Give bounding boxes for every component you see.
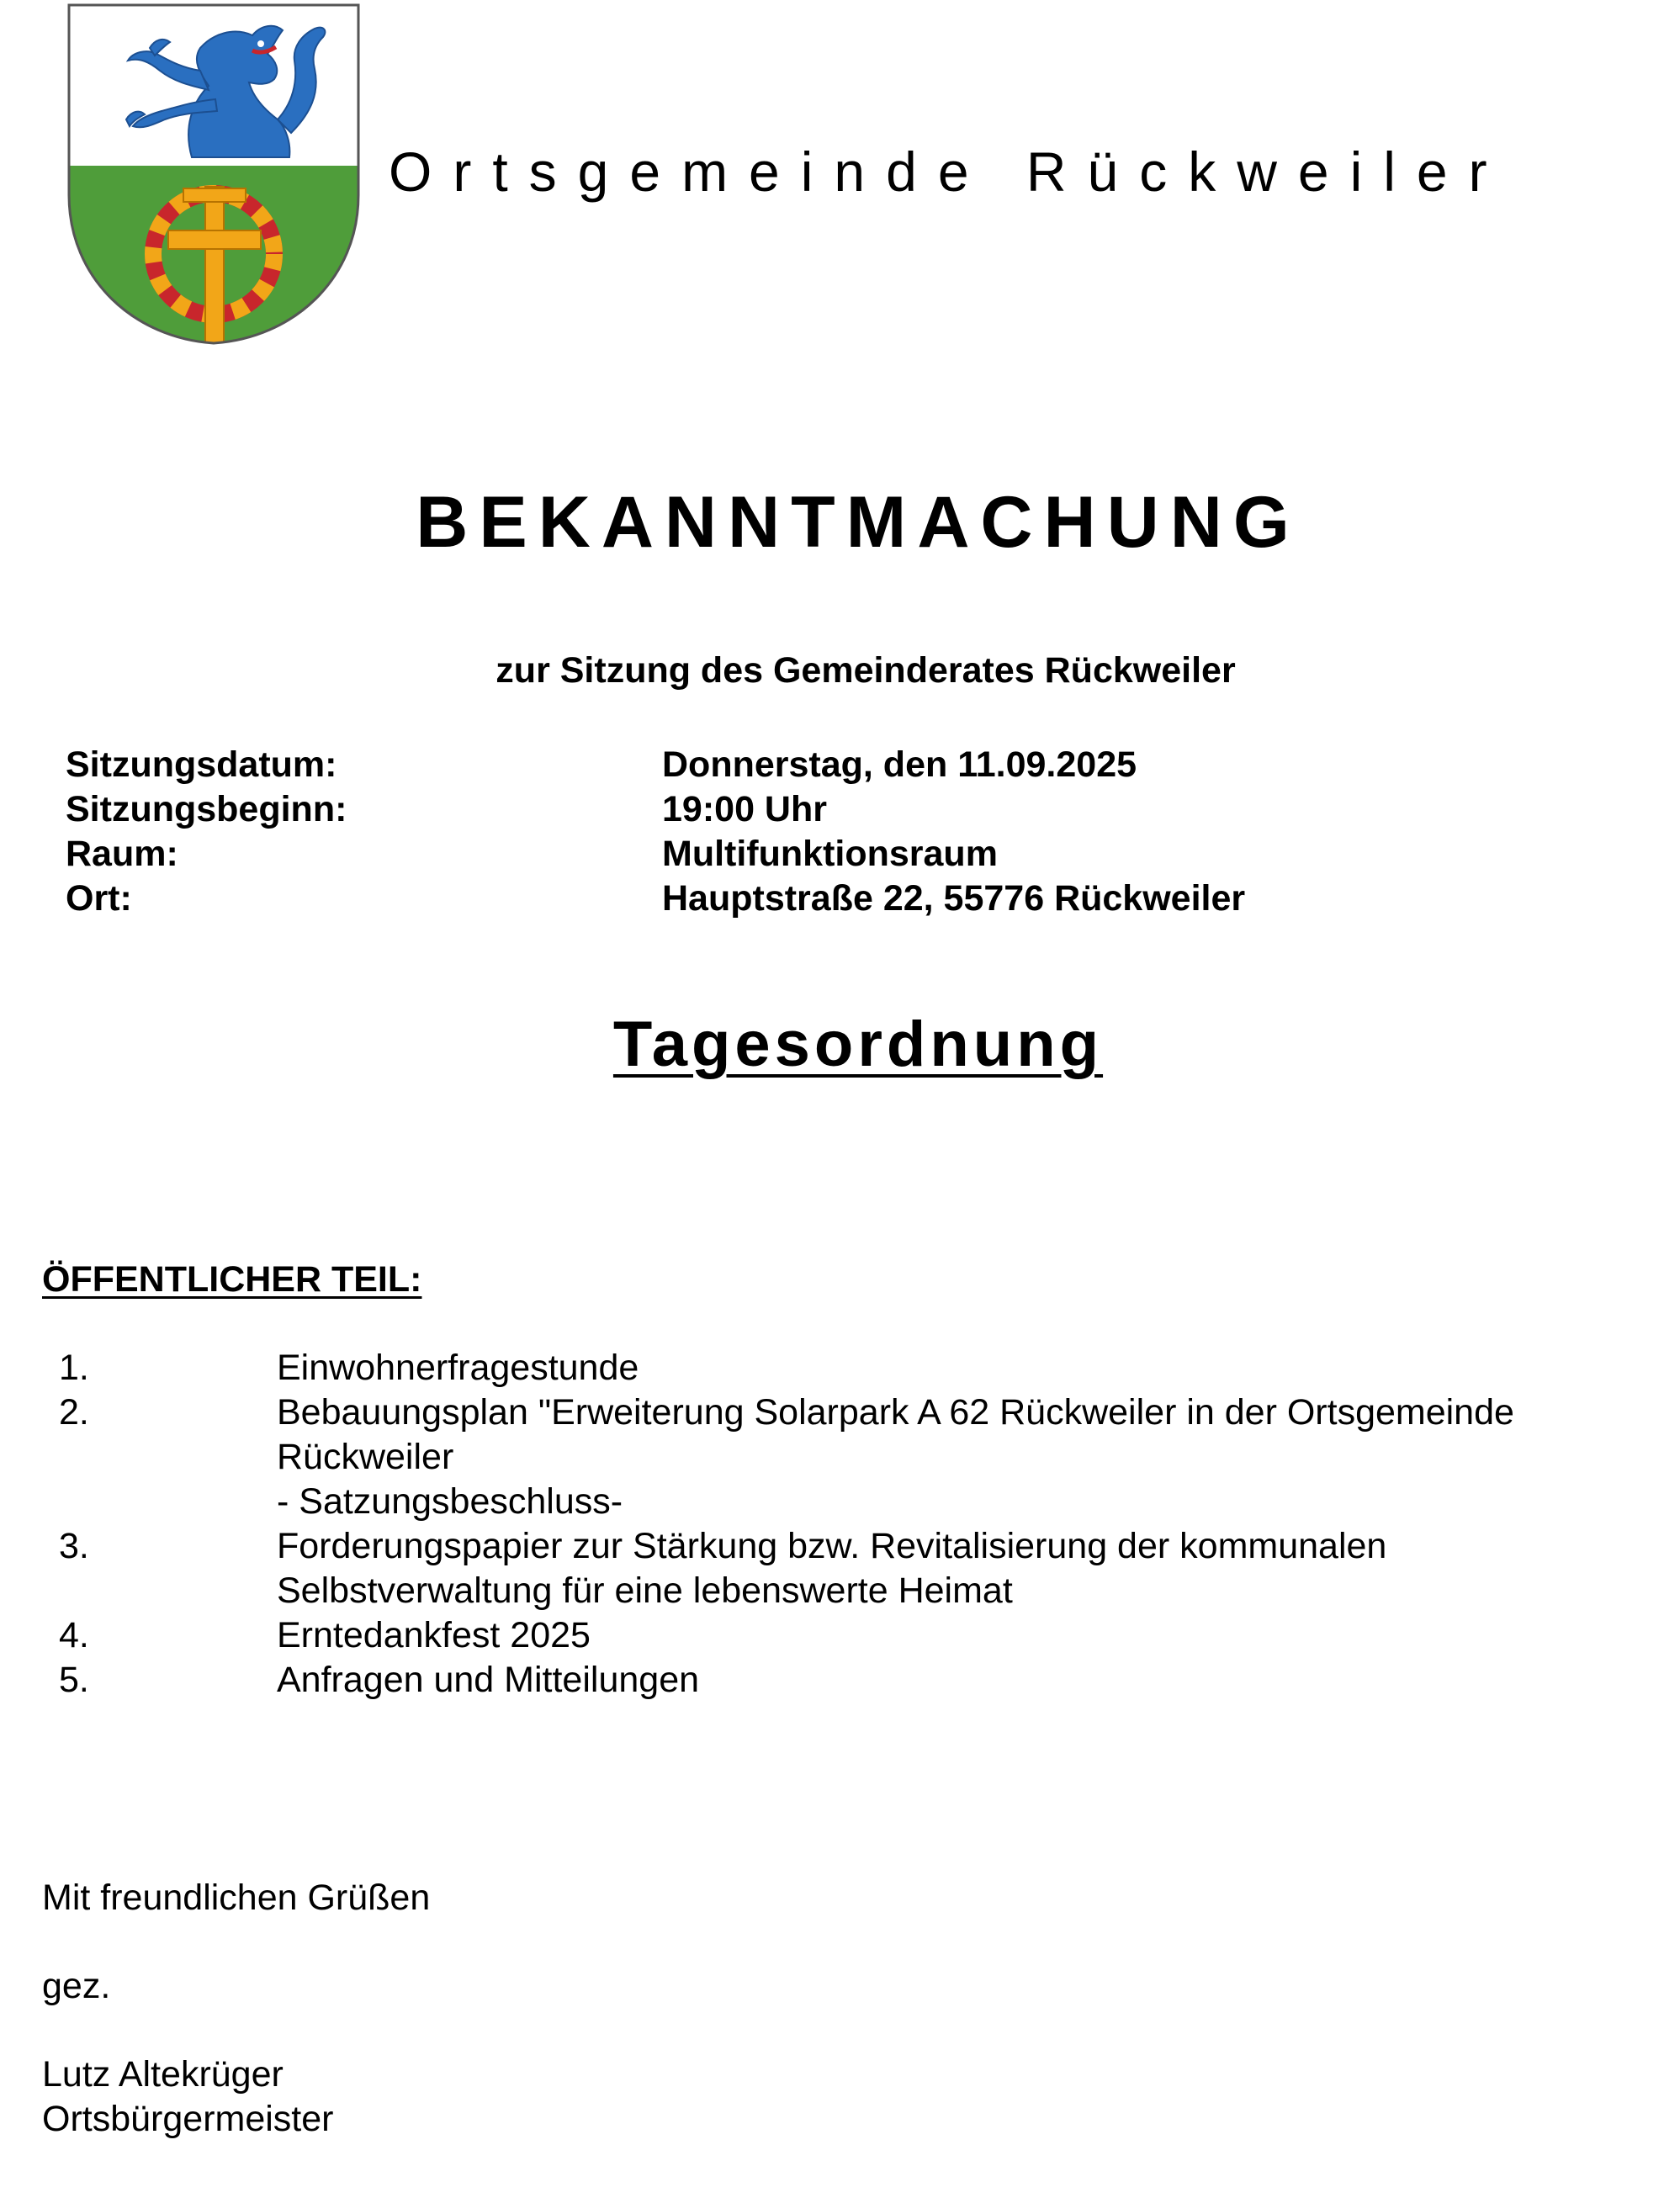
agenda-list [0, 1346, 1680, 1703]
document-subtitle: zur Sitzung des Gemeinderates Rückweiler [496, 650, 1236, 691]
agenda-item [0, 1524, 1680, 1613]
agenda-item-text: Erntedankfest 2025 [277, 1615, 591, 1655]
agenda-item-text: - Satzungsbeschluss- [277, 1481, 623, 1522]
agenda-item [0, 1613, 1680, 1658]
meeting-info-value: 19:00 Uhr [662, 789, 827, 829]
agenda-item-number: 2. [59, 1392, 89, 1433]
agenda-item-text: Selbstverwaltung für eine lebenswerte Heimat [277, 1570, 1013, 1611]
agenda-item-number: 4. [59, 1615, 89, 1655]
agenda-item-text: Forderungspapier zur Stärkung bzw. Revitalisierung der kommunalen [277, 1526, 1387, 1566]
agenda-item [0, 1390, 1680, 1524]
agenda-item-number: 1. [59, 1348, 89, 1388]
signatory-name: Lutz Altekrüger [42, 2054, 284, 2095]
meeting-info-label: Raum: [66, 834, 178, 874]
closing-signed: gez. [42, 1966, 111, 2006]
meeting-info-label: Sitzungsdatum: [66, 744, 337, 785]
agenda-item [0, 1658, 1680, 1703]
meeting-info-value: Multifunktionsraum [662, 834, 998, 874]
agenda-item-number: 3. [59, 1526, 89, 1566]
coat-of-arms [66, 2, 362, 347]
meeting-info-label: Sitzungsbeginn: [66, 789, 347, 829]
municipality-name: Ortsgemeinde Rückweiler [389, 140, 1508, 203]
agenda-item-text: Einwohnerfragestunde [277, 1348, 639, 1388]
agenda-item-text: Anfragen und Mitteilungen [277, 1660, 700, 1700]
section-heading-public: ÖFFENTLICHER TEIL: [42, 1259, 422, 1300]
signatory-role: Ortsbürgermeister [42, 2099, 334, 2139]
agenda-item-text: Bebauungsplan "Erweiterung Solarpark A 62 Rückweiler in der Ortsgemeinde [277, 1392, 1514, 1433]
agenda-heading [0, 1008, 1680, 1081]
agenda-heading-text: Tagesordnung [612, 1009, 1104, 1080]
agenda-item-number: 5. [59, 1660, 89, 1700]
agenda-item [0, 1346, 1680, 1390]
document-title: BEKANNTMACHUNG [416, 482, 1301, 563]
coat-of-arms-icon [66, 2, 362, 347]
meeting-info-label: Ort: [66, 878, 132, 919]
meeting-info-value: Hauptstraße 22, 55776 Rückweiler [662, 878, 1246, 919]
meeting-info-value: Donnerstag, den 11.09.2025 [662, 744, 1137, 785]
closing-greeting: Mit freundlichen Grüßen [42, 1878, 431, 1918]
agenda-item-text: Rückweiler [277, 1437, 454, 1477]
